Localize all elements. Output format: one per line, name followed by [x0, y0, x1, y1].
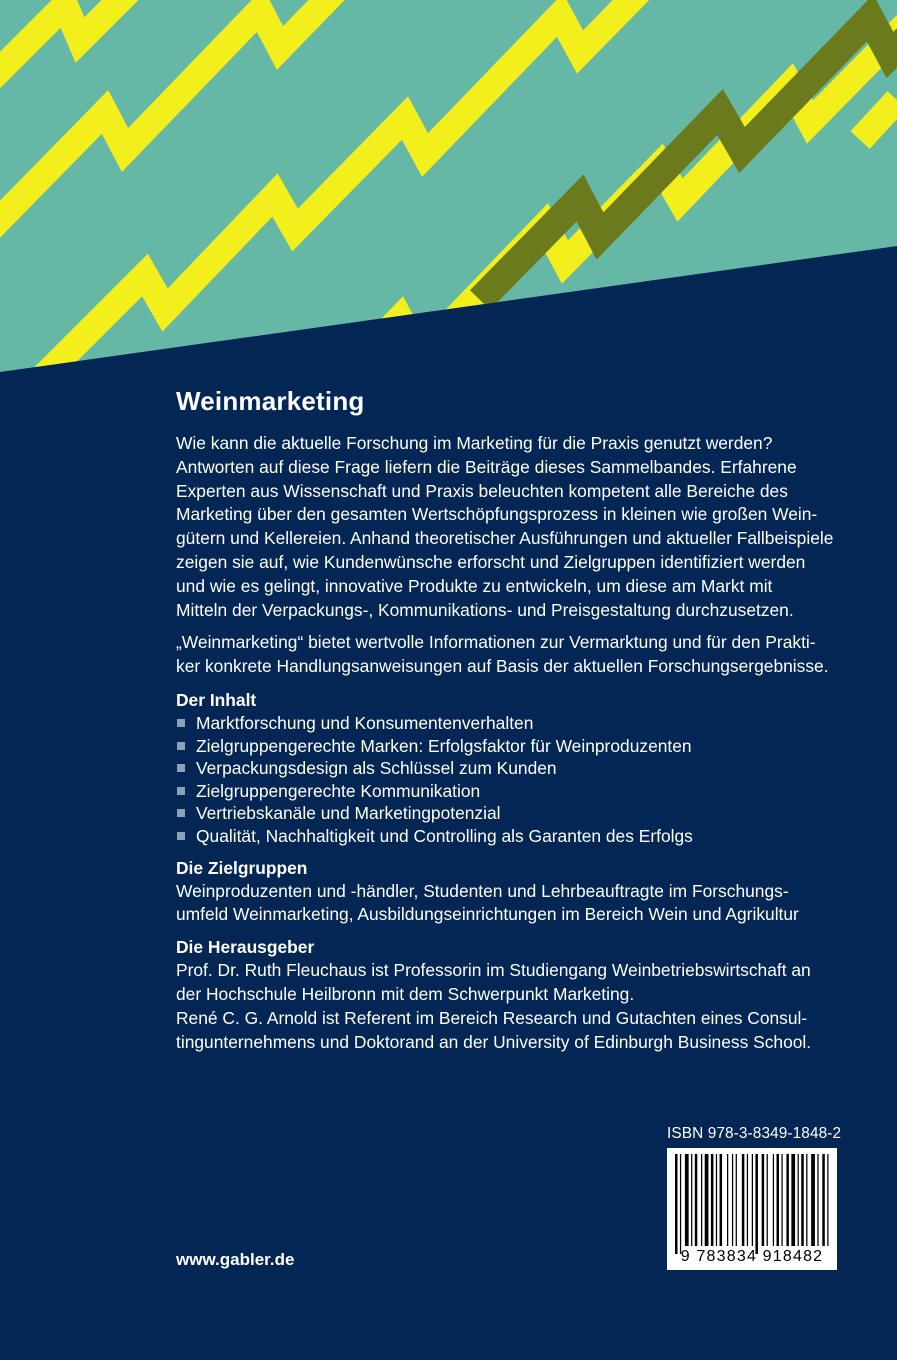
section-inhalt	[176, 689, 848, 848]
barcode-bar	[680, 1154, 681, 1254]
inhalt-list	[176, 712, 848, 848]
list-item	[176, 757, 848, 780]
section-herausgeber	[176, 936, 848, 1054]
bullet-square-icon	[177, 832, 185, 840]
barcode-bar	[732, 1154, 733, 1246]
barcode-bar	[777, 1154, 780, 1246]
barcode-bar	[773, 1154, 774, 1246]
bullet-square-icon	[177, 742, 185, 750]
intro-paragraph-2: „Weinmarketing“ bietet wertvolle Informationen zur Vermarktung und für den Prakti- ker konkrete Handlungsanweisungen auf Basis der aktuellen Forschungsergebnisse.	[176, 632, 829, 677]
barcode-bar	[752, 1154, 753, 1246]
barcode	[667, 1148, 837, 1270]
barcode-bar	[811, 1154, 815, 1246]
barcode-bar	[781, 1154, 782, 1246]
teal-background	[0, 0, 897, 372]
bullet-square-icon	[177, 719, 185, 727]
barcode-bar	[806, 1154, 807, 1246]
bullet-square-icon	[177, 764, 185, 772]
barcode-bar	[767, 1154, 768, 1246]
publisher-website: www.gabler.de	[176, 1250, 295, 1269]
barcode-bar	[827, 1154, 828, 1246]
list-item-text: Zielgruppengerechte Kommunikation	[196, 780, 481, 801]
list-item	[176, 780, 848, 803]
barcode-bar	[762, 1154, 765, 1246]
barcode-bar	[716, 1154, 717, 1246]
zielgruppen-heading: Die Zielgruppen	[176, 857, 308, 878]
barcode-bar	[817, 1154, 818, 1246]
list-item	[176, 825, 848, 848]
bullet-square-icon	[177, 787, 185, 795]
list-item	[176, 712, 848, 735]
herausgeber-heading: Die Herausgeber	[176, 937, 315, 958]
barcode-bar	[691, 1154, 692, 1246]
bullet-square-icon	[177, 809, 185, 817]
intro-paragraph-1: Wie kann die aktuelle Forschung im Marketing für die Praxis genutzt werden? Antworten auf diese Frage liefern die Beiträge dieses Sammelbandes. Erfahrene Experten aus Wissenschaft und Praxis beleuchten kompetent alle Bereiche des Marketing über den gesamten Wertschöpfungsprozess in kleinen wie großen Wein- gütern und Kellereien. Anhand theoretischer Ausführungen und aktueller Fallbeispiele zeigen sie auf, wie Kundenwünsche erforscht und Zielgruppen identifiziert werden und wie es gelingt, innovative Produkte zu entwickeln, um diese am Markt mit Mitteln der Verpackungs-, Kommunikations- und Preisgestaltung durchzusetzen.	[176, 433, 834, 620]
list-item-text: Zielgruppengerechte Marken: Erfolgsfaktor für Weinproduzenten	[196, 735, 692, 756]
herausgeber-text: Prof. Dr. Ruth Fleuchaus ist Professorin im Studiengang Weinbetriebswirtschaft an der Hochschule Heilbronn mit dem Schwerpunkt Marketing. René C. G. Arnold ist Referent im Bereich Research und Gutachten eines Consul- tingunternehmens und Doktorand an der University of Edinburgh Business School.	[176, 960, 812, 1052]
isbn-label: ISBN 978-3-8349-1848-2	[667, 1125, 842, 1142]
list-item	[176, 802, 848, 825]
barcode-bar	[701, 1154, 702, 1246]
list-item	[176, 735, 848, 758]
barcode-bar	[791, 1154, 795, 1246]
barcode-digits: 9 783834 918482	[680, 1248, 824, 1265]
barcode-bar	[720, 1154, 723, 1246]
barcode-bar	[798, 1154, 799, 1246]
inhalt-heading: Der Inhalt	[176, 689, 257, 710]
barcode-bar	[786, 1154, 789, 1246]
barcode-bar	[705, 1154, 709, 1246]
list-item-text: Vertriebskanäle und Marketingpotenzial	[196, 803, 501, 824]
barcode-bar	[695, 1154, 698, 1246]
book-title: Weinmarketing	[176, 386, 365, 416]
barcode-bar	[685, 1154, 689, 1246]
list-item-text: Qualität, Nachhaltigkeit und Controlling als Garanten des Erfolgs	[196, 825, 693, 846]
zielgruppen-text: Weinproduzenten und -händler, Studenten und Lehrbeauftragte im Forschungs- umfeld Weinmarketing, Ausbildungseinrichtungen im Bereich Wein und Agrikultur	[176, 880, 799, 925]
barcode-bar	[822, 1154, 825, 1246]
yellow-zigzag-line-6	[815, 315, 897, 380]
barcode-bar	[736, 1154, 737, 1246]
cover-zigzag-artwork	[0, 0, 897, 380]
section-zielgruppen	[176, 857, 848, 928]
barcode-bar	[801, 1154, 804, 1246]
barcode-bar	[747, 1154, 748, 1246]
back-cover-content	[176, 386, 848, 1054]
barcode-bar	[727, 1154, 728, 1246]
barcode-bar	[755, 1154, 758, 1254]
list-item-text: Verpackungsdesign als Schlüssel zum Kunden	[196, 758, 557, 779]
barcode-bar	[742, 1154, 745, 1246]
list-item-text: Marktforschung und Konsumentenverhalten	[196, 712, 534, 733]
barcode-bar	[675, 1154, 678, 1254]
barcode-bar	[711, 1154, 714, 1246]
